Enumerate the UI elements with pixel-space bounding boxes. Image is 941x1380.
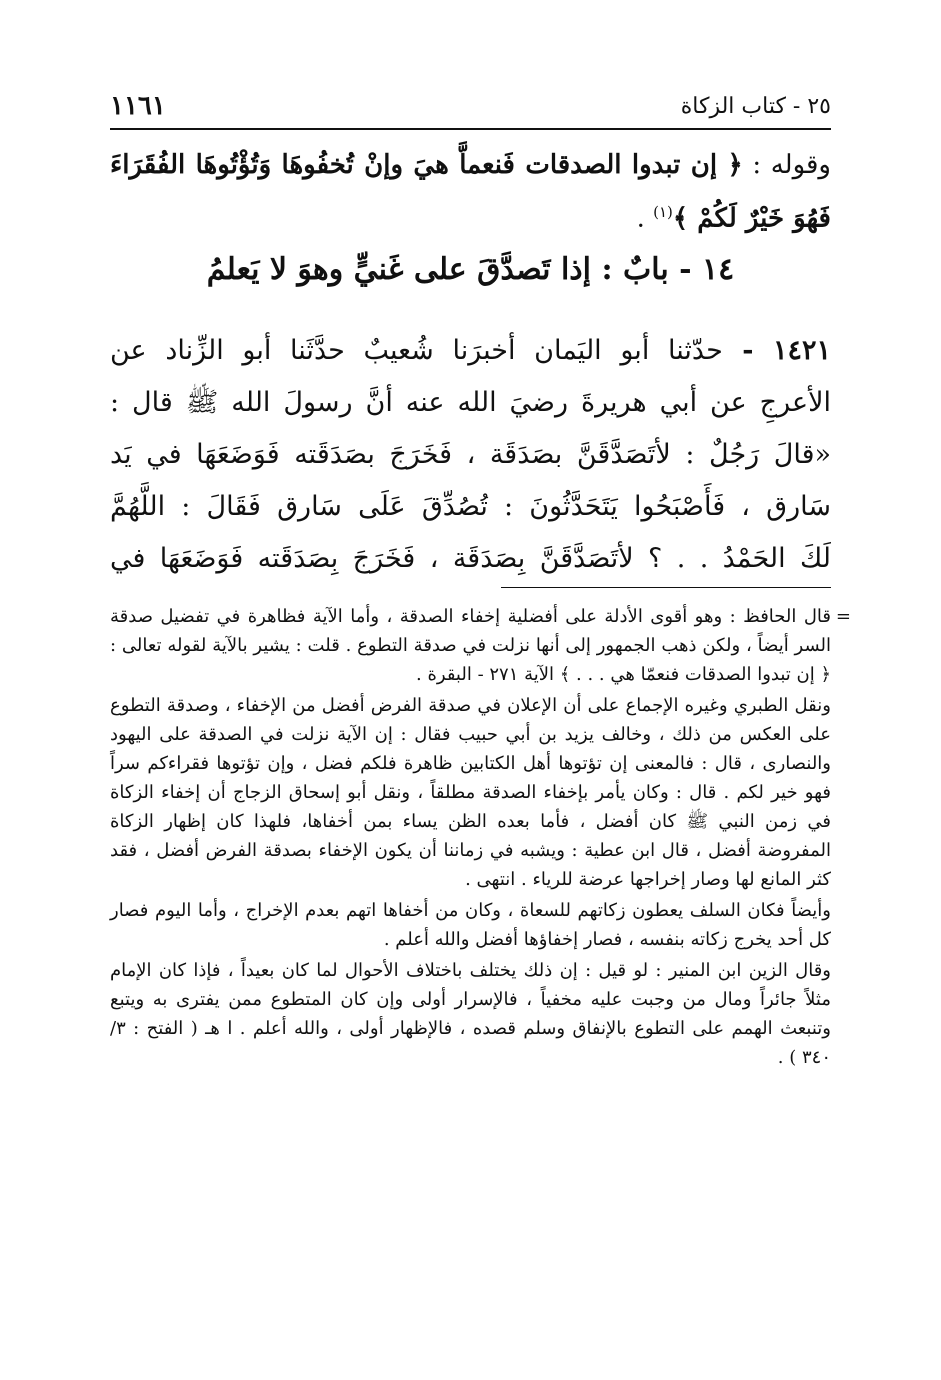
chapter-heading: ١٤ - بابٌ : إذا تَصدَّقَ على غَنيٍّ وهوَ لا يَعلمُ xyxy=(206,252,735,287)
running-title: ٢٥ - كتاب الزكاة xyxy=(680,93,831,119)
footnotes xyxy=(110,602,851,1074)
footnote-paragraph: وأيضاً فكان السلف يعطون زكاتهم للسعاة ، وكان من أخفاها اتهم بعدم الإخراج ، وأما اليوم فصار كل أحد يخرج زكاته بنفسه ، فصار إخفاؤها أفضل والله أعلم . xyxy=(110,900,831,950)
footnote-paragraph: وقال الزين ابن المنير : لو قيل : إن ذلك يختلف باختلاف الأحوال لما كان بعيداً ، فإذا كان الإمام مثلاً جائراً ومال من وجبت عليه مخفياً ، فالإسرار أولى وإن كان المتطوع ممن يفترى به ويتبع وتنبعث الهمم على التطوع بالإنفاق وسلم قصده ، فالإظهار أولى ، والله أعلم . ا هـ ( الفتح : ٣/ ٣٤٠ ) . xyxy=(110,960,831,1068)
footnote-divider xyxy=(501,587,831,588)
hadith-line: «قالَ رَجُلٌ : لأتَصَدَّقَنَّ بصَدَقَة ، فَخَرَجَ بصَدَقَته فَوَضَعَهَا في يَد xyxy=(110,439,831,470)
hadith-line: الأعرجِ عن أبي هريرةَ رضيَ الله عنه أنَّ رسولَ الله ﷺ قال : xyxy=(110,387,831,418)
footnote-paragraph: ونقل الطبري وغيره الإجماع على أن الإعلان في صدقة الفرض أفضل من الإخفاء ، وصدقة التطوع على العكس من ذلك ، وخالف يزيد بن أبي حبيب فقال : إن الآية نزلت في الصدقة على اليهود والنصارى ، قال : فالمعنى إن تؤتوها أهل الكتابين ظاهرة فلكم فضل ، وإن تؤتوها فقراءكم سراً فهو خير لكم . قال : وكان يأمر بإخفاء الصدقة مطلقاً ، ونقل أبو إسحاق الزجاج أن إخفاء الزكاة في زمن النبي ﷺ كان أفضل ، فأما بعده الظن يساء بمن أخفاها، فلهذا كان إظهار الزكاة المفروضة أفضل ، قال ابن عطية : ويشبه في زماننا أن يكون الإخفاء بصدقة الفرض أفضل ، فقد كثر المانع لها وصار إخراجها عرضة للرياء . انتهى . xyxy=(110,695,831,890)
hadith-line: لَكَ الحَمْدُ . . ؟ لأتَصَدَّقَنَّ بِصَدَقَة ، فَخَرَجَ بِصَدَقَته فَوَضَعَهَا في xyxy=(110,543,831,574)
page-header xyxy=(110,84,831,128)
intro-lead: وقوله : xyxy=(742,150,831,180)
footnote-paragraph: قال الحافظ : وهو أقوى الأدلة على أفضلية إخفاء الصدقة ، وأما الآية فظاهرة في تفضيل صدقة السر أيضاً ، ولكن ذهب الجمهور إلى أنها نزلت في صدقة التطوع . قلت : يشير بالآية لقوله تعالى : ﴿ إن تبدوا الصدقات فنعمّا هي . . . ﴾ الآية ٢٧١ - البقرة . xyxy=(110,606,831,685)
quran-verse: ﴿ إن تبدوا الصدقات فَنعماَّ هيَ وإنْ تُخفُوهَا وَتُؤْتُوهَا الفُقَرَاءَ فَهُوَ خَيْرٌ لَكُمْ ﴾ xyxy=(110,150,831,234)
hadith-line-text: حدّثنا أبو اليَمان أخبرَنا شُعيبٌ حدَّثَنا أبو الزِّناد عن xyxy=(110,335,723,366)
hadith-line: سَارق ، فَأَصْبَحُوا يَتَحَدَّثُونَ : تُصُدِّقَ عَلَى سَارق فَقَالَ : اللَّهُمَّ xyxy=(110,491,831,522)
page-number: ١١٦١ xyxy=(110,91,166,121)
intro-end: . xyxy=(636,203,654,234)
footnote-reference[interactable]: (١) xyxy=(653,203,673,221)
hadith-text xyxy=(110,325,831,585)
hadith-number: ١٤٢١ - xyxy=(722,335,831,366)
header-divider xyxy=(110,128,831,130)
continuation-mark: = xyxy=(835,606,851,627)
verse-intro xyxy=(110,142,831,243)
hadith-line xyxy=(110,325,831,377)
